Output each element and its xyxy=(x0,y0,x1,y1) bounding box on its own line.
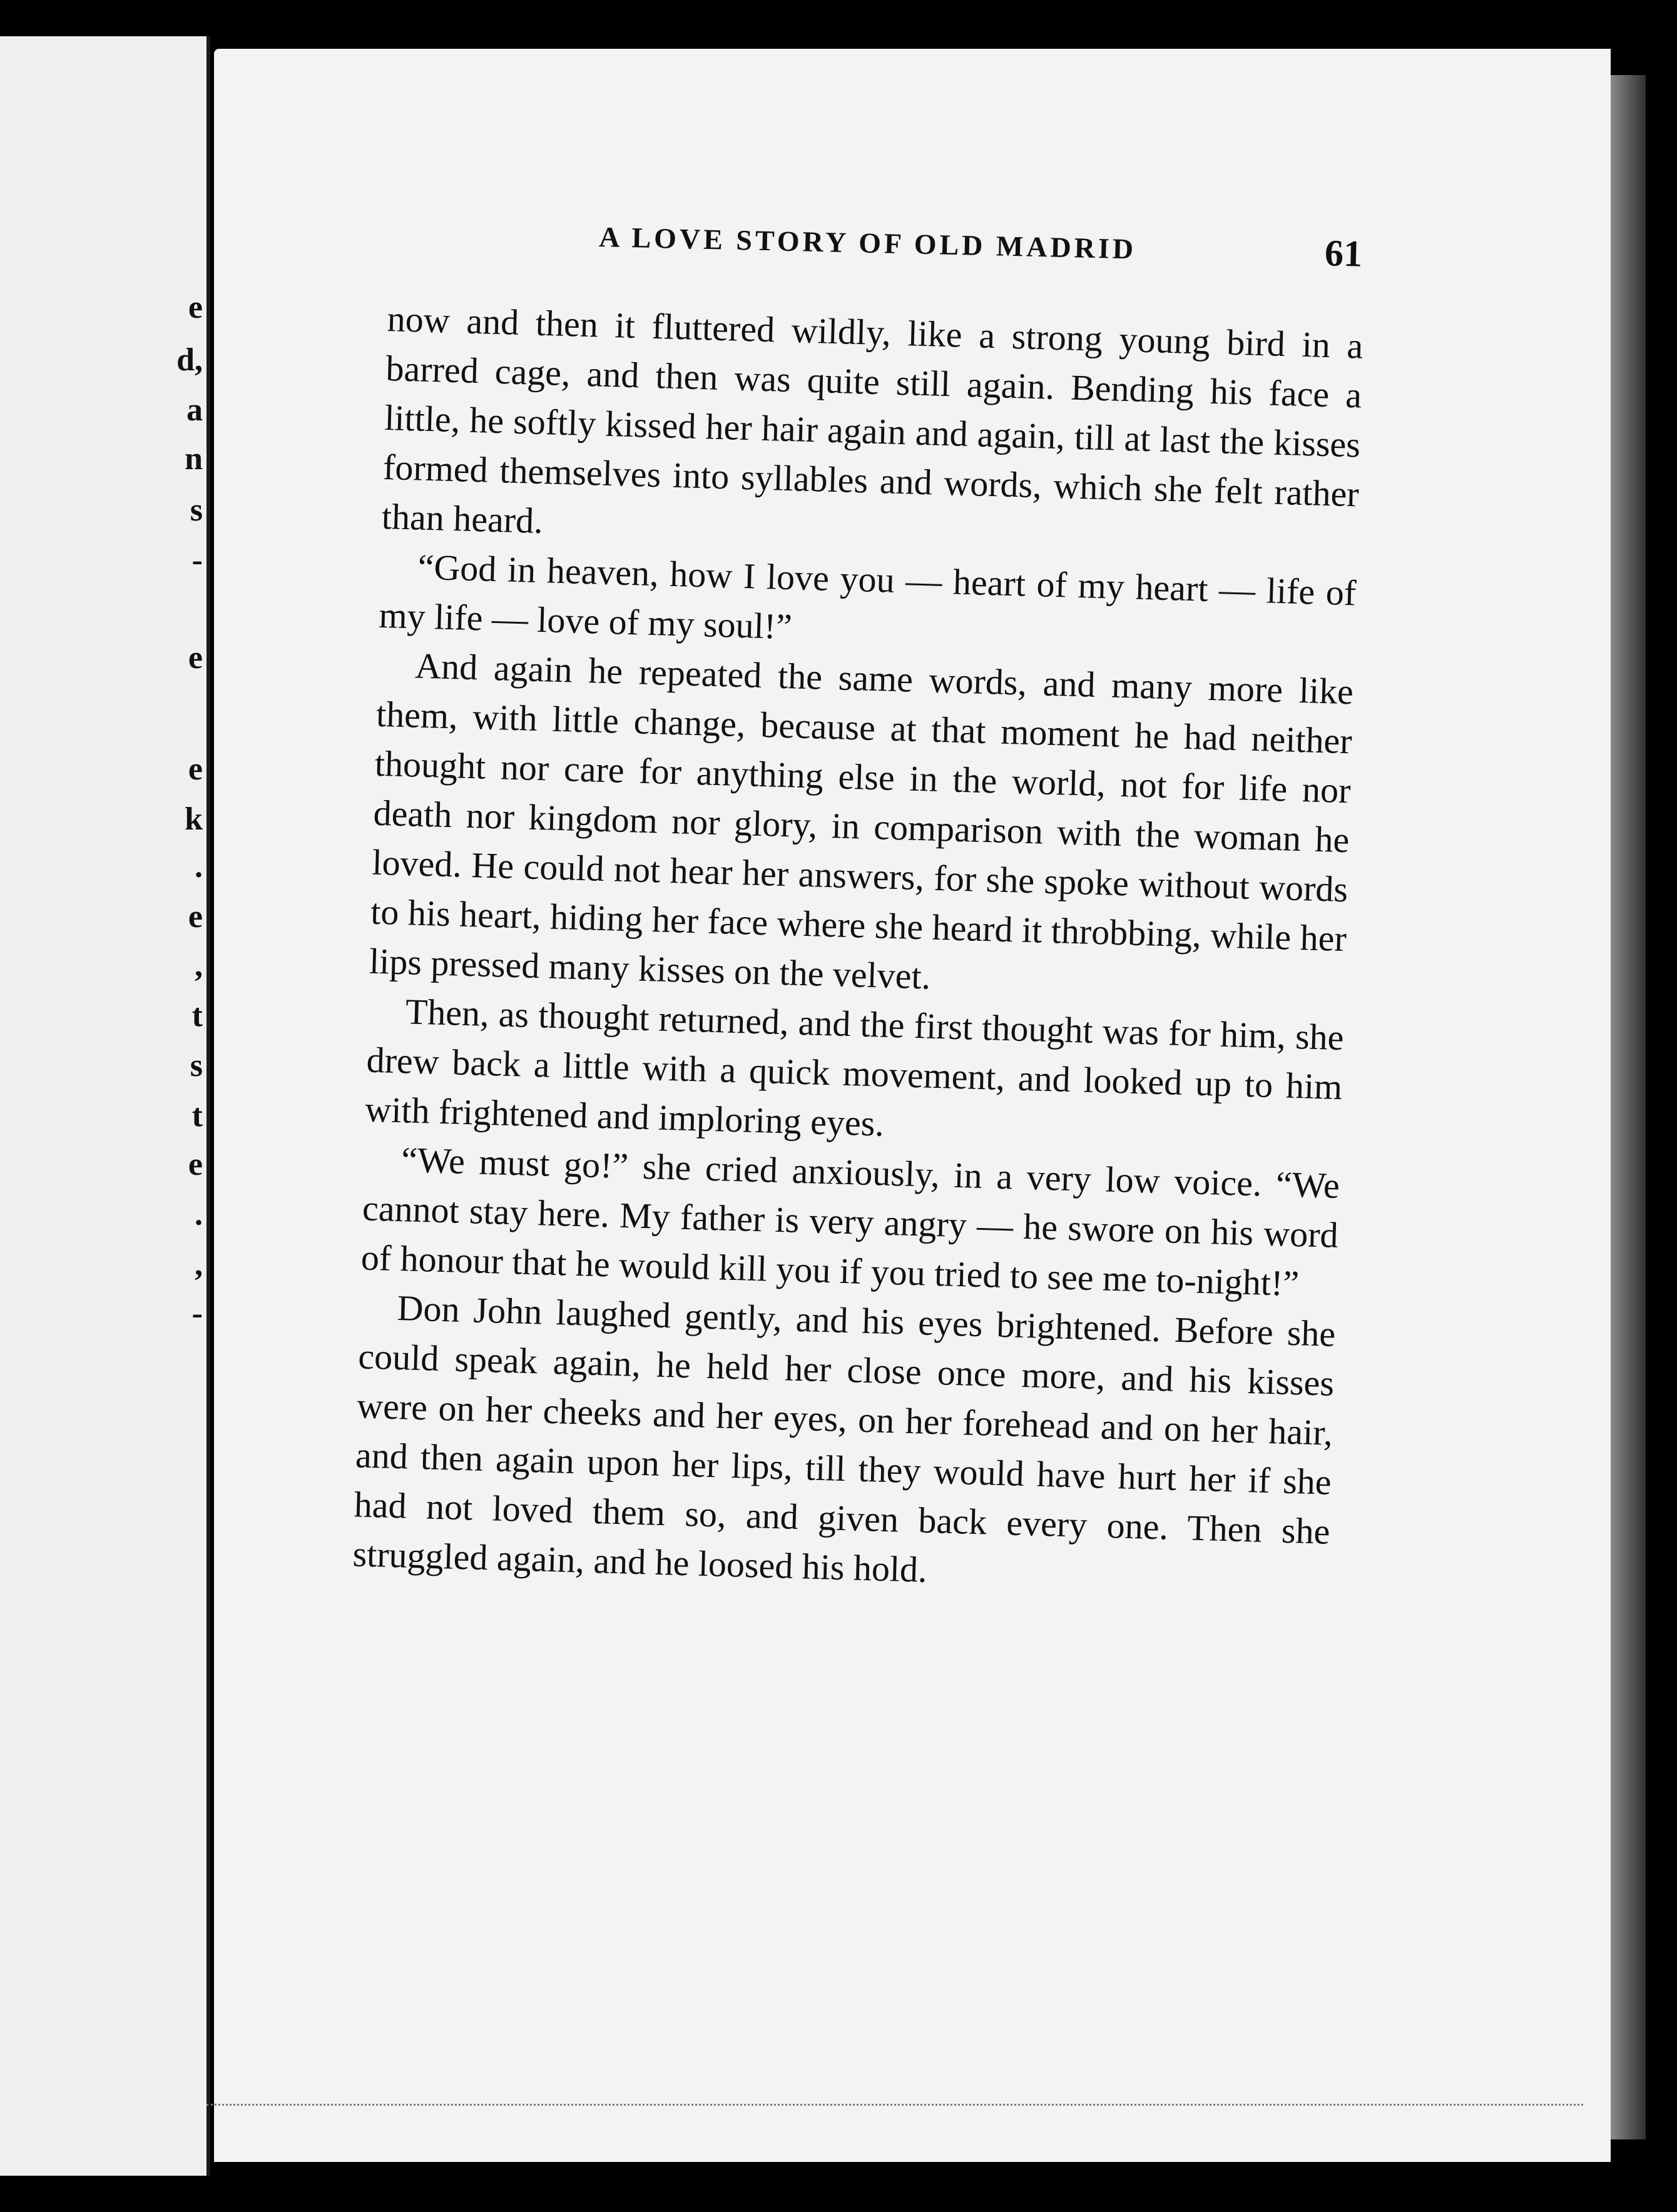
edge-text: s xyxy=(190,492,203,528)
body-text xyxy=(352,294,1364,1606)
paragraph: “God in heaven, how I love you — heart of my heart — life of my life — love of my soul!” xyxy=(378,546,1357,647)
edge-text: d, xyxy=(176,342,203,378)
left-page-edge xyxy=(0,36,210,2176)
edge-text: a xyxy=(186,392,203,428)
edge-text: e xyxy=(188,899,203,935)
page-number: 61 xyxy=(1324,232,1363,275)
paragraph: now and then it fluttered wildly, like a strong young bird in a barred cage, and then was quite still again. Bending his face a little, he softly kissed her hair again and again, till at last the kisses formed themselves into syllables and words, which she felt rather than heard. xyxy=(381,298,1364,542)
edge-text: . xyxy=(195,1197,203,1232)
edge-text: k xyxy=(185,801,203,837)
paragraph: Then, as thought returned, and the first thought was for him, she drew back a little with a quick movement, and looked up to him with frightened and imploring eyes. xyxy=(364,991,1345,1144)
edge-text: t xyxy=(191,998,203,1033)
edge-text: s xyxy=(190,1048,203,1083)
edge-text: , xyxy=(195,948,203,983)
paragraph: Don John laughed gently, and his eyes brightened. Before she could speak again, he held her close once more, and his kisses were on her cheeks and her eyes, on her forehead and on her hair, and then again upon her lips, till they would have hurt her if she had not loved them so, and given back every one. Then she struggled again, and he loosed his hold. xyxy=(352,1287,1337,1590)
edge-text: e xyxy=(188,751,203,787)
edge-text: t xyxy=(191,1098,203,1134)
edge-text: . xyxy=(195,849,203,885)
edge-text: - xyxy=(191,542,203,578)
edge-text: - xyxy=(191,1296,203,1331)
edge-text: e xyxy=(188,290,203,325)
paragraph: And again he repeated the same words, and many more like them, with little change, because at that moment he had neither thought nor care for anything else in the world, not for life nor death nor kingdom nor glory, in comparison with the woman he loved. He could not hear her answers, for she spoke without words to his heart, hiding her face where she heard it throbbing, while her lips pressed many kisses on the velvet. xyxy=(369,645,1354,997)
edge-text: e xyxy=(188,1147,203,1182)
running-title: A LOVE STORY OF OLD MADRID xyxy=(598,220,1137,265)
edge-text: n xyxy=(185,441,203,477)
paragraph: “We must go!” she cried anxiously, in a very low voice. “We cannot stay here. My father is very angry — he swore on his word of honour that he would kill you if you tried to see me to-night!” xyxy=(360,1139,1340,1304)
edge-text: e xyxy=(188,640,203,676)
page-bottom-edge xyxy=(206,2099,1583,2106)
edge-text: , xyxy=(195,1247,203,1282)
